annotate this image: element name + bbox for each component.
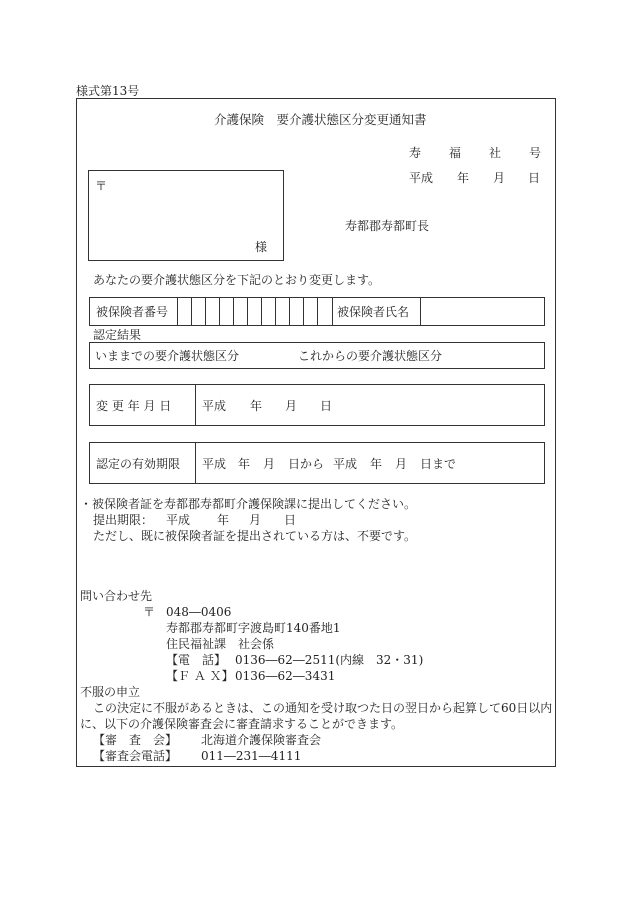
- number-line-3: 社: [489, 146, 502, 160]
- validity-row: [89, 442, 545, 484]
- contact-postal-code: 048―0406: [166, 605, 232, 619]
- validity-from-era: 平成: [202, 457, 227, 471]
- validity-label: 認定の有効期限: [96, 457, 181, 471]
- tel-label: 【電 話】: [166, 653, 227, 667]
- tel-number: 0136―62―2511(内線 32・31): [235, 653, 424, 667]
- insured-row: [89, 297, 545, 326]
- notice-frame: [76, 98, 556, 767]
- number-line-1: 寿: [409, 146, 422, 160]
- appeal-heading: 不服の申立: [80, 685, 141, 699]
- after-status-label: これからの要介護状態区分: [298, 349, 443, 363]
- insured-name-label: 被保険者氏名: [337, 305, 410, 319]
- validity-from-year: 年: [238, 457, 251, 471]
- change-date-row: [89, 384, 545, 426]
- validity-to-month: 月: [395, 457, 408, 471]
- result-row: [89, 342, 545, 369]
- deadline-era: 平成: [166, 513, 191, 527]
- contact-heading: 問い合わせ先: [80, 589, 153, 603]
- deadline-month: 月: [249, 513, 262, 527]
- contact-postal-mark: 〒: [143, 605, 156, 619]
- change-date-month: 月: [285, 399, 298, 413]
- document-title: 介護保険 要介護状態区分変更通知書: [214, 112, 427, 127]
- issue-date-day: 日: [528, 171, 541, 185]
- contact-department: 住民福祉課 社会係: [166, 637, 275, 651]
- board-phone: 011―231―4111: [201, 749, 302, 763]
- result-heading: 認定結果: [93, 328, 142, 342]
- issue-date-year: 年: [457, 171, 470, 185]
- contact-address: 寿都郡寿都町字渡島町140番地1: [166, 621, 341, 635]
- fax-number: 0136―62―3431: [235, 669, 336, 683]
- submission-note: ・被保険者証を寿都郡寿都町介護保険課に提出してください。: [80, 497, 417, 511]
- honorific: 様: [255, 240, 268, 254]
- issuer-name: 寿都郡寿都町長: [345, 219, 430, 233]
- validity-from-month: 月: [263, 457, 276, 471]
- appeal-text-2: に、以下の介護保険審査会に審査請求することができます。: [80, 717, 404, 731]
- insured-number-label: 被保険者番号: [96, 305, 169, 319]
- before-status-label: いままでの要介護状態区分: [95, 349, 240, 363]
- change-date-label: 変 更 年 月 日: [96, 399, 172, 413]
- validity-to-era: 平成: [333, 457, 358, 471]
- change-date-year: 年: [250, 399, 263, 413]
- address-box: [88, 170, 284, 261]
- validity-from-day: 日から: [288, 457, 325, 471]
- number-line-2: 福: [449, 146, 462, 160]
- board-phone-label: 【審査会電話】: [93, 749, 178, 763]
- validity-to-day: 日まで: [420, 457, 457, 471]
- change-date-era: 平成: [202, 399, 227, 413]
- board-label: 【審 査 会】: [93, 733, 178, 747]
- deadline-year: 年: [217, 513, 230, 527]
- deadline-label: 提出期限：: [93, 513, 154, 527]
- appeal-text-1: この決定に不服があるときは、この通知を受け取つた日の翌日から起算して60日以内: [93, 701, 553, 715]
- change-date-day: 日: [320, 399, 333, 413]
- issue-date-era: 平成: [409, 171, 434, 185]
- validity-to-year: 年: [370, 457, 383, 471]
- exception-note: ただし、既に被保険者証を提出されている方は、不要です。: [93, 529, 417, 543]
- fax-label: 【Ｆ Ａ Ｘ】: [166, 669, 234, 683]
- board-name: 北海道介護保険審査会: [201, 733, 322, 747]
- issue-date-month: 月: [493, 171, 506, 185]
- intro-text: あなたの要介護状態区分を下記のとおり変更します。: [93, 273, 381, 287]
- deadline-day: 日: [284, 513, 297, 527]
- form-number: 様式第13号: [76, 84, 140, 98]
- number-line-4: 号: [529, 146, 542, 160]
- postal-mark: 〒: [95, 179, 108, 193]
